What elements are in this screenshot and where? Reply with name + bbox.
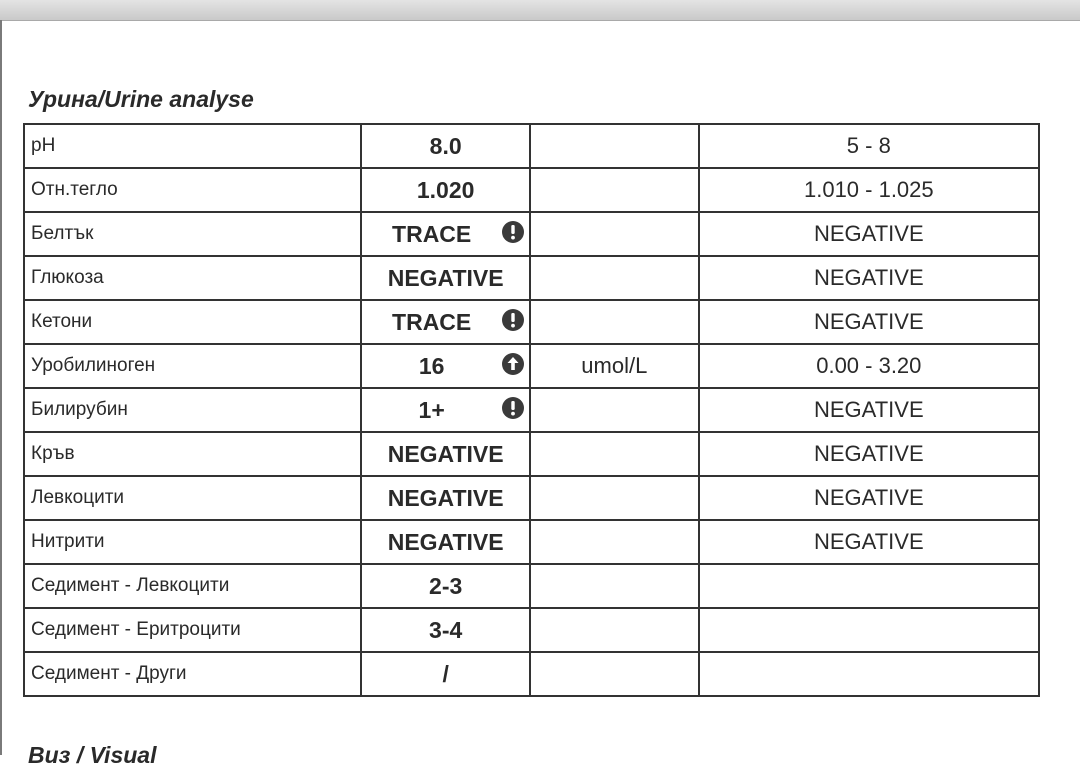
reference-range: NEGATIVE — [699, 432, 1039, 476]
table-row — [24, 608, 1039, 652]
test-unit — [530, 652, 699, 696]
test-name: Нитрити — [24, 520, 361, 564]
test-name: Отн.тегло — [24, 168, 361, 212]
reference-range — [699, 608, 1039, 652]
table-row — [24, 344, 1039, 388]
window-top-bar — [0, 0, 1080, 21]
reference-range — [699, 564, 1039, 608]
test-result: 16 — [418, 352, 445, 379]
test-result: NEGATIVE — [387, 484, 504, 511]
test-name: Белтък — [24, 212, 361, 256]
test-result: NEGATIVE — [387, 440, 504, 467]
test-unit — [530, 564, 699, 608]
test-unit — [530, 476, 699, 520]
test-unit — [530, 432, 699, 476]
next-section-title: Виз / Visual — [28, 742, 157, 768]
reference-range: NEGATIVE — [699, 388, 1039, 432]
test-name: Левкоцити — [24, 476, 361, 520]
table-row — [24, 564, 1039, 608]
table-row — [24, 256, 1039, 300]
arrow-up-icon — [501, 352, 525, 376]
reference-range: 0.00 - 3.20 — [699, 344, 1039, 388]
test-name: Кетони — [24, 300, 361, 344]
test-name: Билирубин — [24, 388, 361, 432]
test-result: 1.020 — [416, 176, 475, 203]
test-result-cell — [361, 564, 530, 608]
reference-range: 1.010 - 1.025 — [699, 168, 1039, 212]
test-result: / — [442, 660, 449, 687]
test-name: Кръв — [24, 432, 361, 476]
table-row — [24, 652, 1039, 696]
test-result: 1+ — [418, 396, 445, 423]
reference-range: NEGATIVE — [699, 476, 1039, 520]
test-result-cell — [361, 300, 530, 344]
test-name: Седимент - Левкоцити — [24, 564, 361, 608]
test-result-cell — [361, 652, 530, 696]
test-result-cell — [361, 520, 530, 564]
test-unit — [530, 212, 699, 256]
test-name: Седимент - Еритроцити — [24, 608, 361, 652]
test-result: TRACE — [392, 308, 472, 335]
table-row — [24, 124, 1039, 168]
reference-range: NEGATIVE — [699, 520, 1039, 564]
table-row — [24, 432, 1039, 476]
test-unit — [530, 124, 699, 168]
exclamation-icon — [501, 308, 525, 332]
test-result-cell — [361, 124, 530, 168]
test-result-cell — [361, 344, 530, 388]
test-result-cell — [361, 608, 530, 652]
test-unit — [530, 388, 699, 432]
test-result: NEGATIVE — [387, 264, 504, 291]
exclamation-icon — [501, 396, 525, 420]
test-unit — [530, 300, 699, 344]
test-result-cell — [361, 476, 530, 520]
test-result-cell — [361, 212, 530, 256]
table-row — [24, 476, 1039, 520]
test-unit — [530, 168, 699, 212]
test-result-cell — [361, 168, 530, 212]
test-name: pH — [24, 124, 361, 168]
test-unit — [530, 608, 699, 652]
reference-range: NEGATIVE — [699, 212, 1039, 256]
reference-range — [699, 652, 1039, 696]
test-name: Седимент - Други — [24, 652, 361, 696]
test-result: TRACE — [392, 220, 472, 247]
results-body — [24, 124, 1039, 696]
table-row — [24, 520, 1039, 564]
test-unit — [530, 520, 699, 564]
reference-range: 5 - 8 — [699, 124, 1039, 168]
test-result-cell — [361, 256, 530, 300]
test-result-cell — [361, 432, 530, 476]
test-result: NEGATIVE — [387, 528, 504, 555]
table-row — [24, 212, 1039, 256]
page-left-edge — [0, 20, 2, 755]
test-result: 3-4 — [429, 616, 463, 643]
table-row — [24, 300, 1039, 344]
test-result-cell — [361, 388, 530, 432]
test-unit: umol/L — [530, 344, 699, 388]
urine-results-table — [23, 123, 1040, 697]
reference-range: NEGATIVE — [699, 300, 1039, 344]
section-title: Урина/Urine analyse — [28, 86, 254, 112]
test-name: Глюкоза — [24, 256, 361, 300]
test-unit — [530, 256, 699, 300]
table-row — [24, 168, 1039, 212]
exclamation-icon — [501, 220, 525, 244]
test-result: 8.0 — [429, 132, 462, 159]
test-name: Уробилиноген — [24, 344, 361, 388]
test-result: 2-3 — [429, 572, 463, 599]
reference-range: NEGATIVE — [699, 256, 1039, 300]
table-row — [24, 388, 1039, 432]
